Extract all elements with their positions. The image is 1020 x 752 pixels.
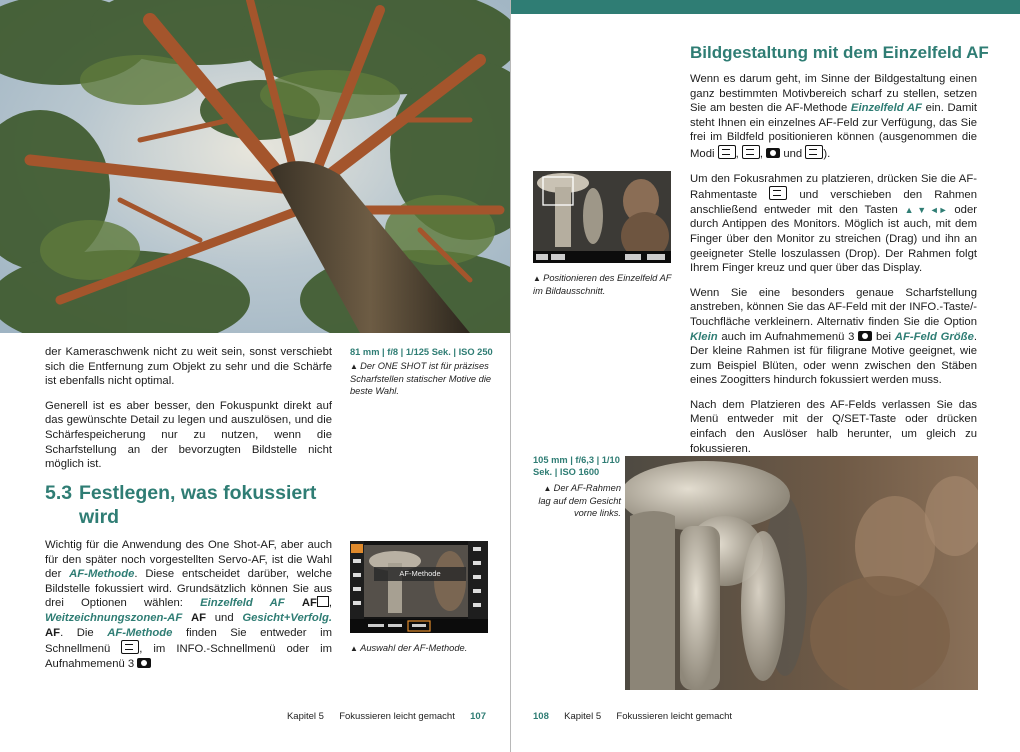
scene-mode-icon [805, 145, 823, 159]
camera-mode-icon [766, 148, 780, 158]
paragraph-platzieren: Nach dem Platzieren des AF-Felds verlassen Sie das Menü entweder mit der Q/SET-Taste oder drücken einfach den Auslöser halb herunter, um gleich zu fokussieren. [690, 398, 977, 455]
paragraph-fokusrahmen: Um den Fokusrahmen zu platzieren, drücken Sie die AF-Rahmentaste und verschieben den Rahmen anschließend entweder mit den Tasten ▲▼◄► oder durch Antippen des Monitors. Möglich ist auch, mit dem Finger über den Monitor zu streichen (Drag) und ihn an geeigneter Stelle loszulassen (Drop). Der Rahmen folgt Ihrem Finger kreuz und quer über das Display. [690, 172, 977, 275]
right-page [511, 0, 1020, 752]
thumb-caption: ▲ Positionieren des Einzelfeld AF im Bildausschnitt. [533, 273, 672, 296]
footer-chapter: Kapitel 5 [564, 711, 602, 722]
screen-title: AF-Methode [399, 569, 441, 578]
triangle-icon: ▲ [350, 362, 361, 371]
header-bar [511, 0, 1020, 14]
quick-menu-icon [121, 640, 139, 654]
left-text-bottom [45, 538, 332, 681]
triangle-icon: ▲ [543, 484, 554, 493]
screen-caption: ▲ Auswahl der AF-Methode. [350, 643, 468, 653]
left-text-top [45, 345, 332, 482]
statue-photo-caption-text: ▲ Der AF-Rahmen lag auf dem Gesicht vorne links. [538, 483, 621, 518]
creative-mode-icon [742, 145, 760, 159]
section-title-line2: wird [79, 506, 120, 528]
page-number: 107 [470, 711, 486, 722]
triangle-icon: ▲ [350, 644, 361, 653]
paragraph-einzelfeld: Wenn es darum geht, im Sinne der Bildgestaltung einen ganz bestimmten Motivbereich scharf zu stellen, setzen Sie am besten die AF-Methode Einzelfeld AF ein. Damit steht Ihnen ein einzelnes AF-Feld zur Verfügung, das Sie frei im Bildfeld positionieren können (ausgenommen die Modi , , und ). [690, 73, 978, 160]
paragraph-scharfstellung: Wenn Sie eine besonders genaue Scharfstellung anstreben, können Sie das AF-Feld mit der INFO.-Taste/-Touchfläche verkleinern. Alternativ finden Sie die Option Klein auch im Aufnahmemenü 3 bei AF-Feld Größe. Der kleine Rahmen ist für filigrane Motive geeignet, wie zum Beispiel Blüten, oder wenn zwischen den Stäben eines Zoogitters hindurch fokussiert werden muss. [690, 286, 977, 387]
statue-photo [625, 456, 978, 690]
paragraph-af-methode: Wichtig für die Anwendung des One Shot-AF, aber auch für den später noch vorgestellten Servo-AF, ist die Wahl der AF-Methode. Diese entscheidet darüber, welche Bildstelle fokussiert wird. Grundsätzlich können Sie aus drei Optionen wählen: Einzelfeld AF AF , Weitzeichnungszonen-AF AF und Gesicht+Verfolg. AF. Die AF-Methode finden Sie entweder im Schnellmenü , im INFO.-Schnellmenü oder im Aufnahmemenü 3 [45, 539, 333, 670]
section-title-line1: Festlegen, was fokussiert [79, 482, 317, 504]
single-point-af-icon [317, 596, 329, 607]
af-method-screen [350, 541, 488, 633]
triangle-icon: ▲ [533, 274, 544, 283]
footer-title: Fokussieren leicht gemacht [616, 711, 733, 722]
tree-photo [0, 0, 510, 333]
section-number: 5.3 [45, 482, 73, 504]
paragraph-generell: Generell ist es aber besser, den Fokuspunkt direkt auf das gewünschte Detail zu legen und auszulösen, und die Schärfespeicherung nur zu nutzen, wenn die Scharfstellung an der bevorzugten Bildstelle nicht möglich ist. [45, 399, 332, 471]
right-text [690, 72, 977, 466]
camera-icon [137, 658, 151, 668]
left-footer [287, 711, 486, 722]
footer-title: Fokussieren leicht gemacht [339, 711, 455, 722]
subsection-heading: Bildgestaltung mit dem Einzelfeld AF [690, 43, 989, 62]
camera-icon [858, 331, 872, 341]
right-footer [533, 711, 732, 722]
af-position-screen [533, 171, 671, 263]
scene-auto-icon [718, 145, 736, 159]
page-number: 108 [533, 711, 549, 722]
tree-photo-caption [350, 346, 495, 397]
statue-photo-meta: 105 mm | f/6,3 | 1/10 Sek. | ISO 1600 [533, 455, 620, 477]
af-frame-button-icon [769, 186, 787, 200]
footer-chapter: Kapitel 5 [286, 711, 324, 722]
section-heading [45, 481, 345, 529]
tree-photo-meta: 81 mm | f/8 | 1/125 Sek. | ISO 250 [350, 347, 493, 357]
statue-photo-caption [533, 454, 621, 519]
tree-photo-caption-text: ▲ Der ONE SHOT ist für präzises Scharfstellen statischer Motive die beste Wahl. [350, 361, 492, 396]
arrow-keys-icon: ▲▼◄► [904, 204, 948, 215]
continuation-paragraph: der Kameraschwenk nicht zu weit sein, sonst verschiebt sich die Entfernung zum Objekt zu sehr und die Schärfe ist ebenfalls nicht optimal. [45, 346, 332, 388]
